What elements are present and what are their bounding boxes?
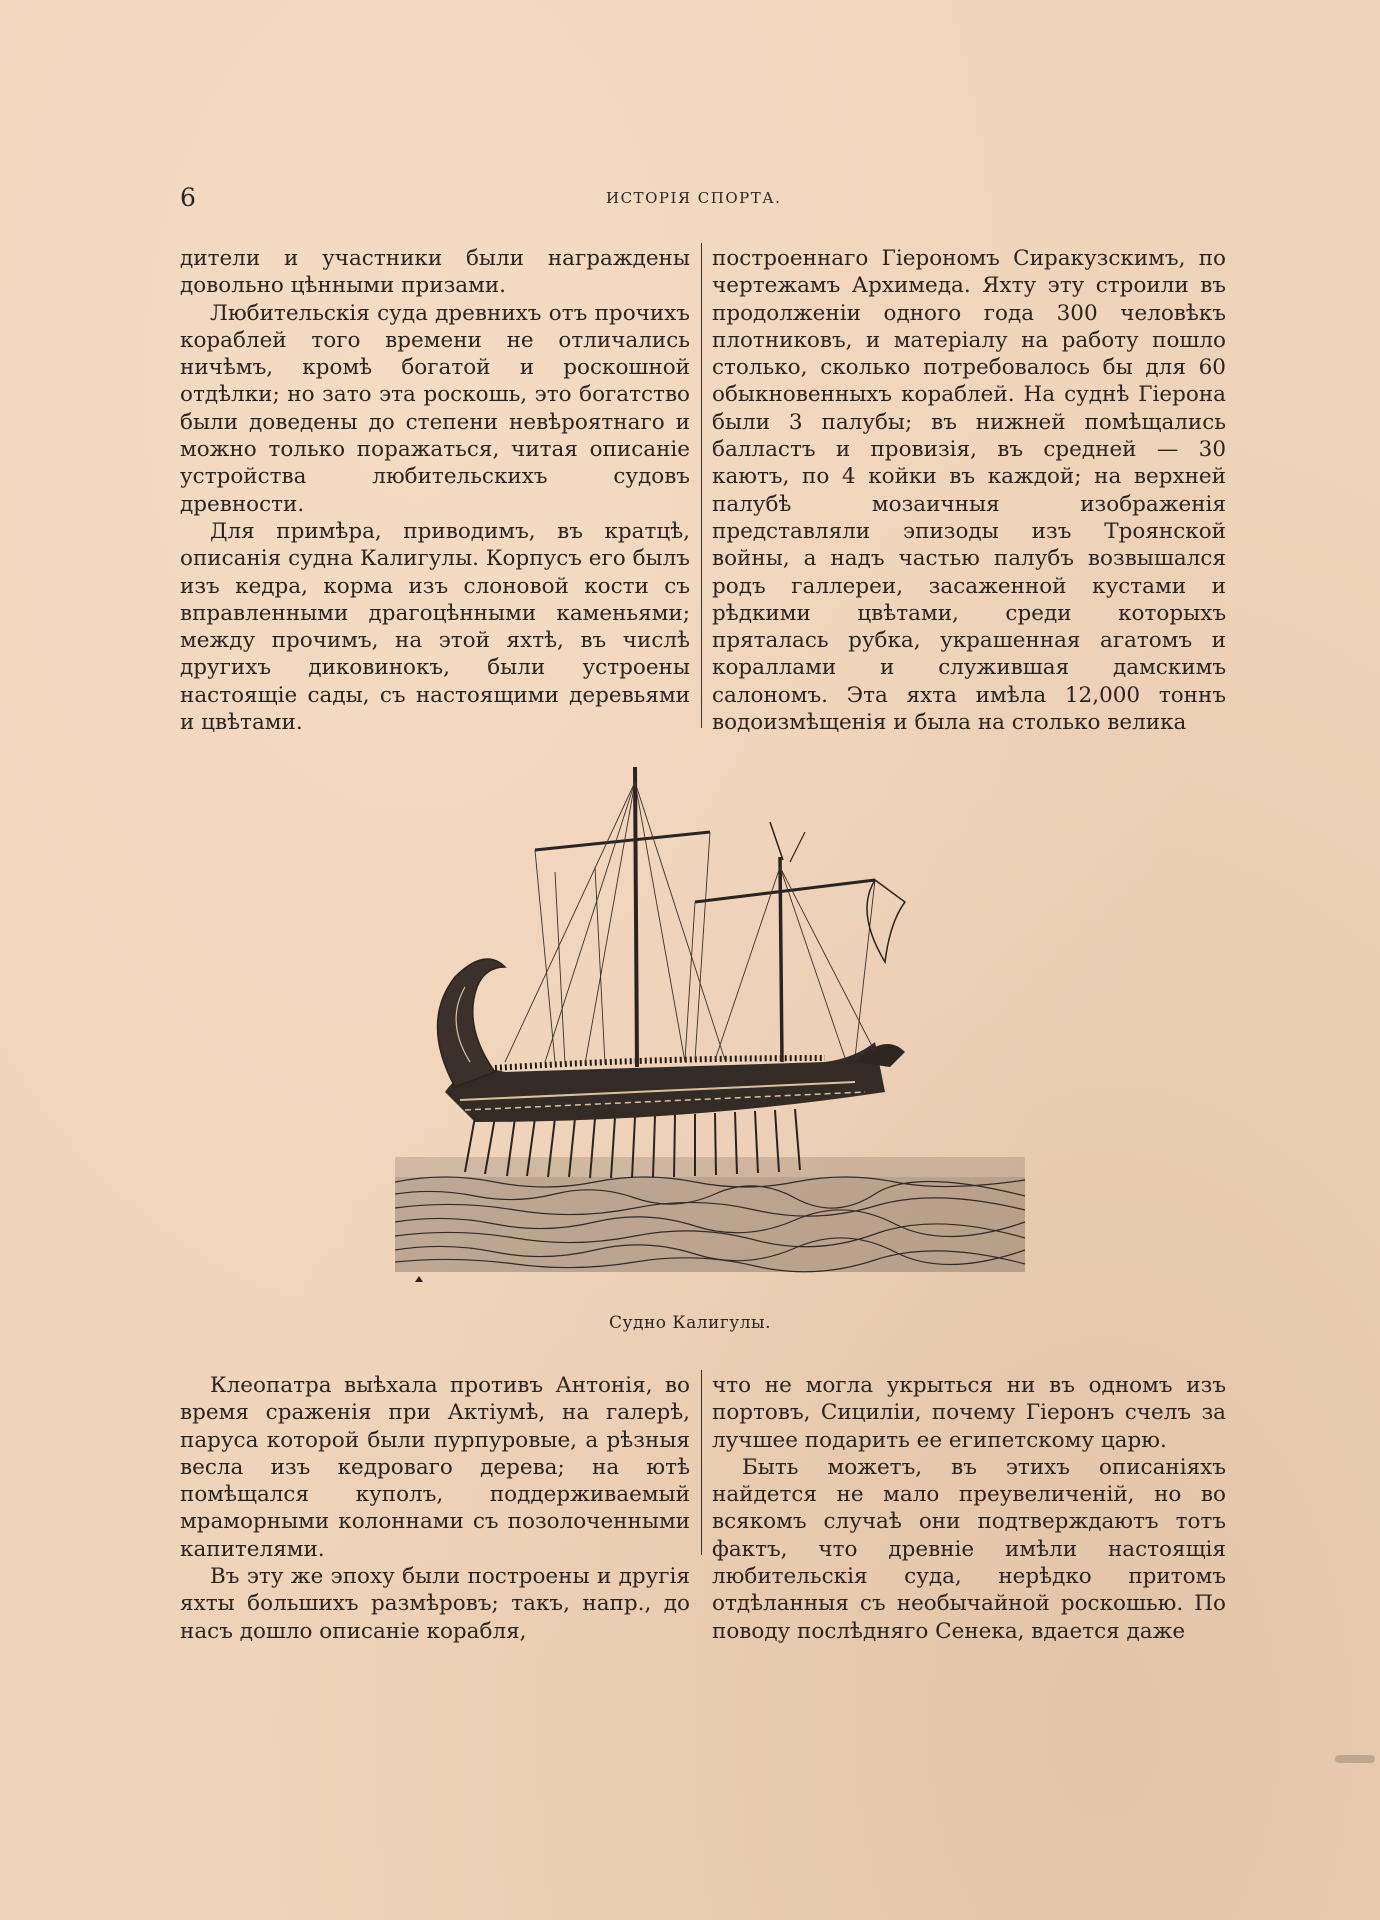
pennant xyxy=(867,880,905,962)
column-top-right xyxy=(712,245,1226,736)
ship-illustration xyxy=(385,762,1035,1282)
figure-caption: Судно Калигулы. xyxy=(608,1313,771,1333)
column-bottom-left xyxy=(180,1372,690,1645)
paragraph: Любительскія суда древнихъ отъ прочихъ кораблей того времени не отличались ничѣмъ, кромѣ богатой и роскошной отдѣлки; но зато эта роскошь, это богатство были доведены до степени невѣроятнаго и можно только поражаться, читая описаніе устройства любительскихъ судовъ древности. xyxy=(180,300,690,517)
rigging xyxy=(505,782,875,1064)
sea-shading xyxy=(395,1177,1025,1272)
page-stain xyxy=(1335,1755,1375,1763)
main-mast xyxy=(635,767,637,1067)
hull xyxy=(445,1042,885,1122)
column-bottom-right xyxy=(712,1372,1226,1645)
column-rule-top xyxy=(701,243,702,728)
paragraph: дители и участники были награждены довольно цѣнными призами. xyxy=(180,246,690,299)
paragraph: Быть можетъ, въ этихъ описаніяхъ найдется не мало преувеличеній, но во всякомъ случаѣ они подтверждаютъ тотъ фактъ, что древніе имѣли настоящія любительскія суда, нерѣдко притомъ отдѣланныя съ необычайной роскошью. По поводу послѣдняго Сенека, вдается даже xyxy=(712,1454,1226,1644)
running-head xyxy=(180,183,1224,217)
page-number: 6 xyxy=(180,183,196,212)
paragraph: что не могла укрыться ни въ одномъ изъ портовъ, Сициліи, почему Гіеронъ счелъ за лучшее подарить ее египетскому царю. xyxy=(712,1373,1226,1453)
paragraph: построеннаго Гіерономъ Сиракузскимъ, по чертежамъ Архимеда. Яхту эту строили въ продолженіи одного года 300 человѣкъ плотниковъ, и матеріалу на работу пошло столько, сколько потребовалось бы для 60 обыкновенныхъ кораблей. На суднѣ Гіерона были 3 палубы; въ нижней помѣщались балластъ и провизія, въ средней — 30 каютъ, по 4 койки въ каждой; на верхней палубѣ мозаичныя изображенія представляли эпизоды изъ Троянской войны, а надъ частью палубъ возвышался родъ галлереи, засаженной кустами и рѣдкими цвѣтами, среди которыхъ пряталась рубка, украшенная агатомъ и кораллами и служившая дамскимъ салономъ. Эта яхта имѣла 12,000 тоннъ водоизмѣщенія и была на столько велика xyxy=(712,246,1226,736)
fore-mast xyxy=(780,857,782,1062)
column-rule-bottom xyxy=(701,1370,702,1555)
running-title: ИСТОРІЯ СПОРТА. xyxy=(606,189,782,207)
stern xyxy=(438,959,506,1087)
column-top-left xyxy=(180,245,690,736)
paragraph: Въ эту же эпоху были построены и другія яхты большихъ размѣровъ; такъ, напр., до насъ дошло описаніе корабля, xyxy=(180,1564,690,1644)
paragraph: Для примѣра, приводимъ, въ кратцѣ, описанія судна Калигулы. Корпусъ его былъ изъ кедра, корма изъ слоновой кости съ вправленными драгоцѣнными каменьями; между прочимъ, на этой яхтѣ, въ числѣ другихъ диковинокъ, были устроены настоящіе сады, съ настоящими деревьями и цвѣтами. xyxy=(180,518,690,736)
paragraph: Клеопатра выѣхала противъ Антонія, во время сраженія при Актіумѣ, на галерѣ, паруса которой были пурпуровые, а рѣзныя весла изъ кедроваго дерева; на ютѣ помѣщался куполъ, поддерживаемый мраморными колоннами съ позолоченными капителями. xyxy=(180,1373,690,1562)
